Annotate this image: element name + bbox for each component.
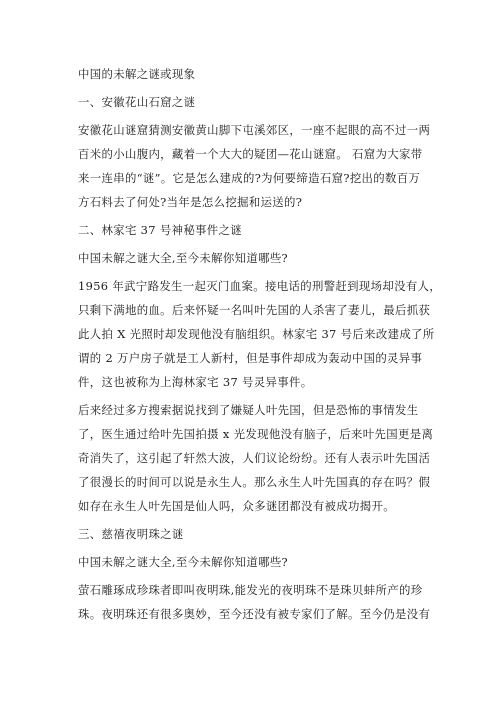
text-line: 了很漫长的时间可以说是永生人。那么永生人叶先国真的存在吗？假: [78, 475, 431, 489]
section-2-paragraph-1: [78, 246, 423, 270]
text-line: 百米的小山腹内，藏着一个大大的疑团—花山谜窟。 石窟为大家带: [78, 147, 423, 161]
section-1-paragraph-1: [78, 118, 431, 214]
section-2-paragraph-2: [78, 274, 442, 394]
text-line: 如存在永生人叶先国是仙人吗，众多谜团都没有被成功揭开。: [78, 499, 395, 513]
section-heading-3: 三、慈禧夜明珠之谜: [78, 527, 184, 541]
document-title: 中国的未解之谜或现象: [78, 67, 196, 81]
text-line: 中国未解之谜大全,至今未解你知道哪些?: [78, 251, 289, 265]
text-line: 奇消失了，这引起了轩然大波，人们议论纷纷。还有人表示叶先国活: [78, 451, 431, 465]
text-line: 件，这也被称为上海林家宅 37 号灵异事件。: [78, 375, 313, 389]
section-heading-1: 一、安徽花山石窟之谜: [78, 95, 196, 109]
text-line: 后来经过多方搜索据说找到了嫌疑人叶先国，但是恐怖的事情发生: [78, 403, 419, 417]
text-line: 方石料去了何处?当年是怎么挖掘和运送的?: [78, 195, 303, 209]
text-line: 谓的 2 万户房子就是工人新村，但是事件却成为轰动中国的灵异事: [78, 351, 423, 365]
section-3-paragraph-2: [78, 578, 431, 626]
text-line: 萤石雕琢成珍珠者即叫夜明珠,能发光的夜明珠不是珠贝蚌所产的珍: [78, 583, 423, 597]
text-line: 此人拍 X 光照时却发现他没有脑组织。林家宅 37 号后来改建成了所: [78, 327, 435, 341]
text-line: 来一连串的“谜”。它是怎么建成的?为何要缔造石窟?挖出的数百万: [78, 171, 421, 185]
section-3-paragraph-1: [78, 550, 423, 574]
document-page: [78, 62, 442, 630]
text-line: 1956 年武宁路发生一起灭门血案。接电话的刑警赶到现场却没有人，: [78, 279, 442, 293]
text-line: 只剩下满地的血。后来怀疑一名叫叶先国的人杀害了妻儿，最后抓获: [78, 303, 431, 317]
text-line: 中国未解之谜大全,至今未解你知道哪些?: [78, 555, 289, 569]
text-line: 珠。夜明珠还有很多奥妙，至今还没有被专家们了解。至今仍是没有: [78, 607, 431, 621]
text-line: 安徽花山谜窟猜测安徽黄山脚下屯溪郊区，一座不起眼的高不过一两: [78, 123, 431, 137]
text-line: 了，医生通过给叶先国拍摄 x 光发现他没有脑子，后来叶先国更是离: [78, 427, 434, 441]
section-2-paragraph-3: [78, 398, 434, 518]
section-heading-2: 二、林家宅 37 号神秘事件之谜: [78, 223, 243, 237]
